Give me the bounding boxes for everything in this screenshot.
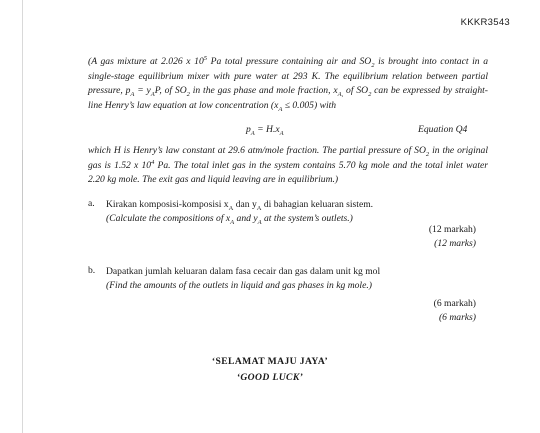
question-b — [106, 265, 486, 293]
problem-statement: (A gas mixture at 2.026 x $10^5$ Pa total pressure containing air and $SO_2$ is brought into contact in a single-stage equilibrium mixer with pure water at 293 K. The equilibrium relation between partial pressure, $p_A = y_AP$, of $SO_2$ in the gas phase and mole fraction, $x_{A,}$ of $SO_2$ can be expressed by straight-line Henry’s law equation at low concentration $(x_A \le 0.005)$ with — [88, 54, 489, 113]
closing-english: ‘GOOD LUCK’ — [236, 372, 304, 383]
henry-description: which H is Henry’s law constant at 29.6 atm/mole fraction. The partial pressure of $SO_2$ in the original gas is 1.52 x $10^4$ Pa. The total inlet gas in the system contains 5.70 kg mole and the total inlet water 2.20 kg mole. The exit gas and liquid leaving are in equilibrium.) — [88, 145, 489, 186]
henry-equation: $p_A = H.x_A$ — [246, 124, 284, 137]
question-b-english: (Find the amounts of the outlets in liquid and gas phases in kg mole.) — [106, 280, 372, 291]
question-a-marks-malay: (12 markah) — [428, 224, 476, 235]
course-code: KKKR3543 — [460, 17, 510, 28]
closing-malay: ‘SELAMAT MAJU JAYA’ — [211, 356, 329, 367]
question-b-marks-english: (6 marks) — [438, 312, 476, 323]
question-b-malay: Dapatkan jumlah keluaran dalam fasa cecair dan gas dalam unit kg mol — [106, 266, 381, 277]
question-b-marks — [434, 297, 476, 325]
question-b-letter: b. — [88, 265, 96, 276]
question-a-english: (Calculate the compositions of $x_A$ and $y_A$ at the system’s outlets.) — [106, 213, 353, 226]
page-left-border — [0, 0, 23, 433]
question-b-marks-malay: (6 markah) — [433, 298, 476, 309]
question-a-marks — [429, 223, 476, 251]
question-a-malay: Kirakan komposisi-komposisi $x_A$ dan $y_A$ di bahagian keluaran sistem. — [106, 199, 374, 212]
equation-label: Equation Q4 — [418, 124, 468, 135]
question-a — [106, 198, 486, 226]
question-a-marks-english: (12 marks) — [434, 238, 476, 249]
question-a-letter: a. — [88, 198, 95, 209]
